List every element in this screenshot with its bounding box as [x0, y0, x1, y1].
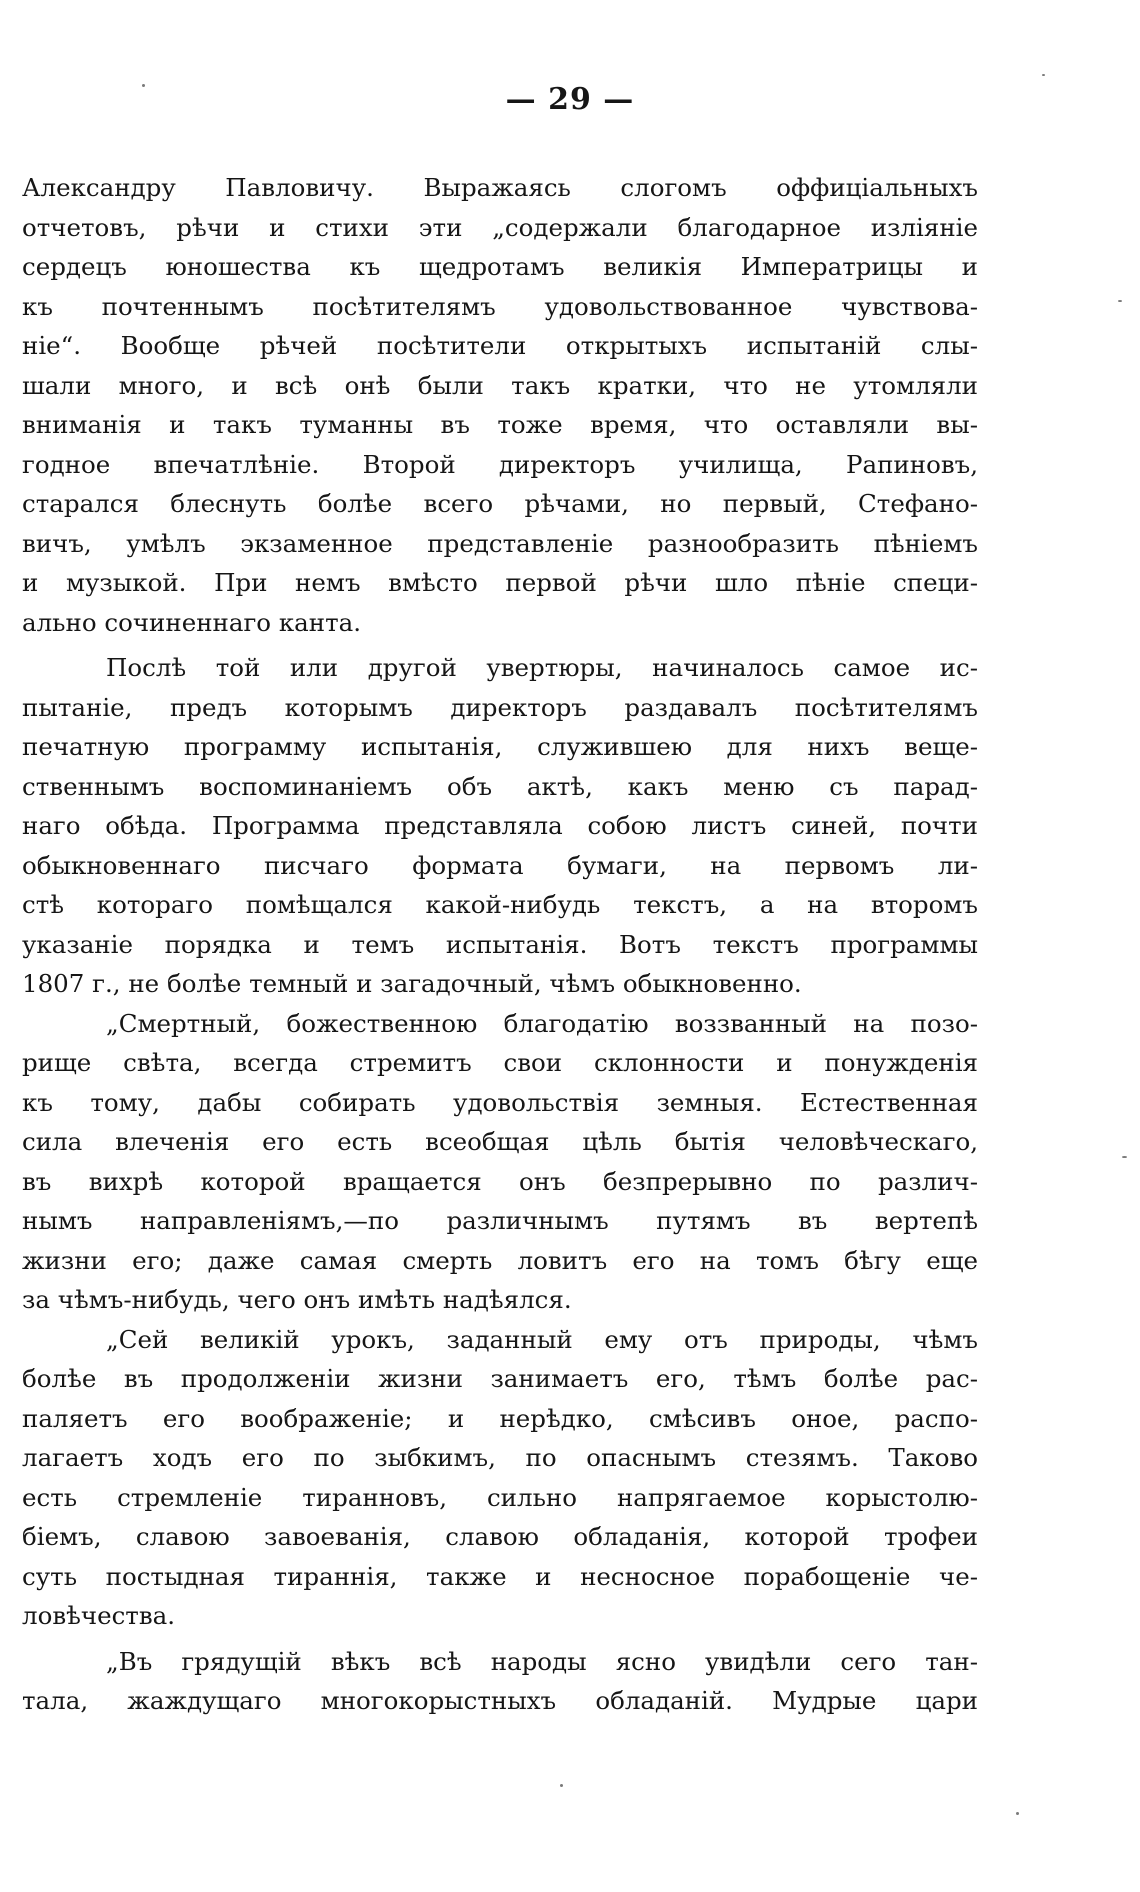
text-line: болѣе въ продолженіи жизни занимаетъ его, тѣмъ болѣе рас-	[22, 1364, 978, 1393]
page-number: — 29 —	[505, 82, 635, 117]
text-line: годное впечатлѣніе. Второй директоръ училища, Рапиновъ,	[22, 449, 978, 479]
text-line: шали много, и всѣ онѣ были такъ кратки, что не утомляли	[22, 370, 978, 400]
text-line: есть стремленіе тиранновъ, сильно напрягаемое корыстолю-	[22, 1482, 978, 1512]
scan-speck	[1122, 1156, 1127, 1158]
scan-speck	[560, 1784, 563, 1787]
paragraph-5	[22, 1642, 978, 1721]
text-line: и музыкой. При немъ вмѣсто первой рѣчи шло пѣніе специ-	[22, 568, 978, 597]
text-line: Александру Павловичу. Выражаясь слогомъ оффиціальныхъ	[22, 173, 978, 202]
text-line: біемъ, славою завоеванія, славою обладанія, которой трофеи	[22, 1522, 978, 1551]
text-line: печатную программу испытанія, служившею для нихъ веще-	[22, 732, 978, 761]
text-line: указаніе порядка и темъ испытанія. Вотъ текстъ программы	[22, 929, 978, 959]
text-line: вичъ, умѣлъ экзаменное представленіе разнообразить пѣніемъ	[22, 528, 978, 558]
text-line: за чѣмъ-нибудь, чего онъ имѣть надѣялся.	[22, 1285, 572, 1314]
text-line: въ вихрѣ которой вращается онъ безпрерывно по различ-	[22, 1166, 978, 1196]
text-line: 1807 г., не болѣе темный и загадочный, чѣмъ обыкновенно.	[22, 969, 802, 998]
text-line: ловѣчества.	[22, 1601, 176, 1630]
text-line: Послѣ той или другой увертюры, начиналось самое ис-	[106, 653, 978, 682]
text-line: „Въ грядущій вѣкъ всѣ народы ясно увидѣли сего тан-	[106, 1646, 978, 1676]
text-line: нымъ направленіямъ,—по различнымъ путямъ въ вертепѣ	[22, 1206, 978, 1235]
text-line: рище свѣта, всегда стремитъ свои склонности и понужденія	[22, 1048, 978, 1077]
scan-speck	[142, 84, 145, 87]
text-line: ственнымъ воспоминаніемъ объ актѣ, какъ меню съ парад-	[22, 771, 978, 801]
text-line: обыкновеннаго писчаго формата бумаги, на первомъ ли-	[22, 850, 978, 880]
text-line: вниманія и такъ туманны въ тоже время, что оставляли вы-	[22, 410, 978, 439]
text-line: сердецъ юношества къ щедротамъ великія Императрицы и	[22, 252, 978, 281]
text-line: стѣ котораго помѣщался какой-нибудь текстъ, а на второмъ	[22, 890, 978, 919]
scan-speck	[1118, 300, 1122, 302]
scan-speck	[1016, 1812, 1019, 1815]
paragraph-1	[22, 168, 978, 642]
text-line: тала, жаждущаго многокорыстныхъ обладаній. Мудрые цари	[22, 1686, 978, 1715]
text-line: сила влеченія его есть всеобщая цѣль бытія человѣческаго,	[22, 1127, 978, 1156]
text-line: паляетъ его воображеніе; и нерѣдко, смѣсивъ оное, распо-	[22, 1403, 978, 1433]
text-line: „Смертный, божественною благодатію воззванный на позо-	[106, 1008, 978, 1038]
text-line: старался блеснуть болѣе всего рѣчами, но первый, Стефано-	[22, 489, 978, 518]
text-line: пытаніе, предъ которымъ директоръ раздавалъ посѣтителямъ	[22, 692, 978, 722]
text-line: наго обѣда. Программа представляла собою листъ синей, почти	[22, 811, 978, 840]
text-line: суть постыдная тираннія, также и несносное порабощеніе че-	[22, 1561, 978, 1591]
text-line: ніе“. Вообще рѣчей посѣтители открытыхъ испытаній слы-	[22, 331, 978, 360]
text-line: къ почтеннымъ посѣтителямъ удовольствованное чувствова-	[22, 291, 978, 321]
paragraph-3	[22, 1004, 978, 1320]
paragraph-4	[22, 1320, 978, 1636]
text-line: отчетовъ, рѣчи и стихи эти „содержали благодарное изліяніе	[22, 212, 978, 242]
text-body	[22, 168, 978, 1721]
text-line: лагаетъ ходъ его по зыбкимъ, по опаснымъ стезямъ. Таково	[22, 1443, 978, 1472]
text-line: ально сочиненнаго канта.	[22, 607, 362, 637]
scan-speck	[1042, 74, 1045, 76]
text-line: „Сей великій урокъ, заданный ему отъ природы, чѣмъ	[106, 1324, 978, 1354]
text-line: жизни его; даже самая смерть ловитъ его на томъ бѣгу еще	[22, 1245, 978, 1275]
paragraph-2	[22, 648, 978, 1004]
text-line: къ тому, дабы собирать удовольствія земныя. Естественная	[22, 1087, 978, 1117]
